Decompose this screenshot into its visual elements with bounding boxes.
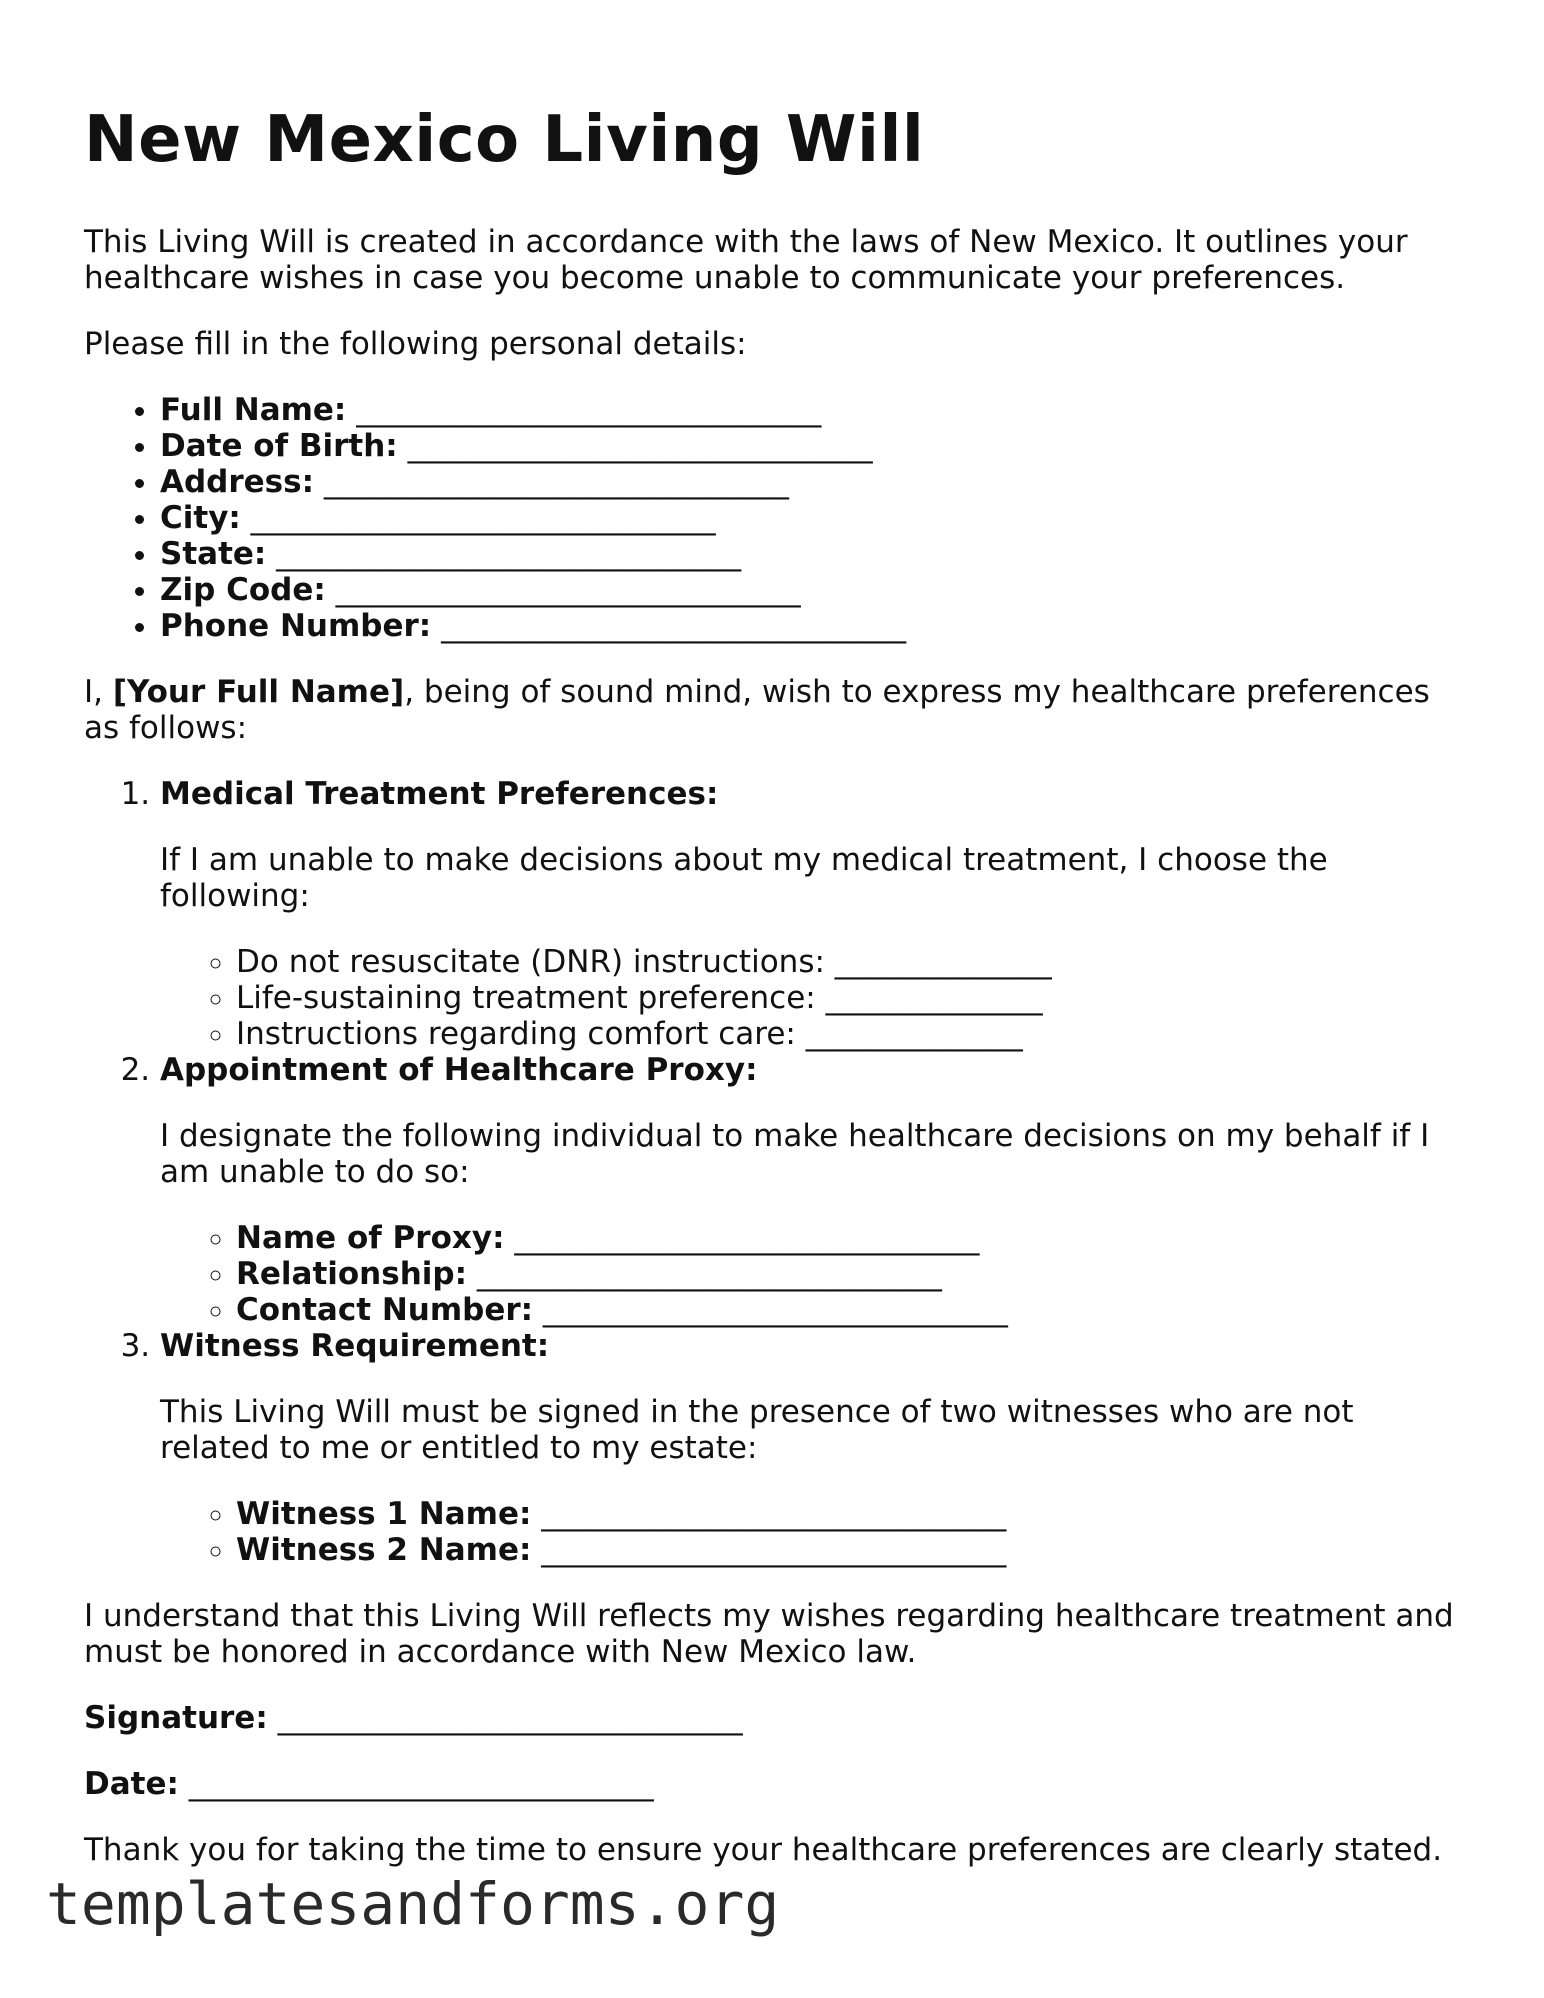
- detail-phone-number: [160, 608, 1464, 644]
- short-blank-line: ______________: [825, 980, 1043, 1016]
- section-healthcare-proxy: [160, 1052, 1464, 1328]
- item-label: Name of Proxy:: [236, 1220, 505, 1256]
- signature-line: [84, 1700, 1464, 1736]
- statement-paragraph: [84, 674, 1464, 746]
- blank-line: ______________________________: [323, 464, 789, 500]
- section-body: I designate the following individual to make healthcare decisions on my behalf if I am unable to do so:: [160, 1118, 1430, 1190]
- document-page: [84, 0, 1464, 1868]
- section-heading: Appointment of Healthcare Proxy:: [160, 1052, 758, 1088]
- section-items: [160, 1220, 1464, 1328]
- life-sustaining-item: [236, 980, 1464, 1016]
- item-label: Relationship:: [236, 1256, 467, 1292]
- section-medical-treatment: [160, 776, 1464, 1052]
- blank-line: ______________________________: [476, 1256, 942, 1292]
- closing-paragraph: I understand that this Living Will reflects my wishes regarding healthcare treatment and must be honored in accordance with New Mexico law.: [84, 1598, 1454, 1670]
- blank-line: ______________________________: [541, 1496, 1007, 1532]
- short-blank-line: ______________: [805, 1016, 1023, 1052]
- detail-label: Phone Number:: [160, 608, 432, 644]
- blank-line: ______________________________: [335, 572, 801, 608]
- detail-label: Date of Birth:: [160, 428, 398, 464]
- witness-1-item: [236, 1496, 1464, 1532]
- blank-line: ______________________________: [188, 1766, 654, 1802]
- statement-prefix: I,: [84, 674, 113, 710]
- item-label: Instructions regarding comfort care:: [236, 1016, 796, 1052]
- detail-address: [160, 464, 1464, 500]
- detail-label: Full Name:: [160, 392, 347, 428]
- detail-full-name: [160, 392, 1464, 428]
- section-heading: Medical Treatment Preferences:: [160, 776, 719, 812]
- detail-label: City:: [160, 500, 241, 536]
- blank-line: ______________________________: [407, 428, 873, 464]
- detail-label: Zip Code:: [160, 572, 326, 608]
- watermark: templatesandforms.org: [46, 1870, 780, 1938]
- relationship-item: [236, 1256, 1464, 1292]
- item-label: Do not resuscitate (DNR) instructions:: [236, 944, 825, 980]
- blank-line: ______________________________: [277, 1700, 743, 1736]
- blank-line: ______________________________: [542, 1292, 1008, 1328]
- document-title: New Mexico Living Will: [84, 103, 925, 177]
- date-label: Date:: [84, 1766, 179, 1802]
- sections-list: [84, 776, 1464, 1568]
- detail-state: [160, 536, 1464, 572]
- detail-zip-code: [160, 572, 1464, 608]
- item-label: Witness 2 Name:: [236, 1532, 532, 1568]
- date-line: [84, 1766, 1464, 1802]
- proxy-name-item: [236, 1220, 1464, 1256]
- comfort-care-item: [236, 1016, 1464, 1052]
- witness-2-item: [236, 1532, 1464, 1568]
- section-items: [160, 1496, 1464, 1568]
- section-heading: Witness Requirement:: [160, 1328, 550, 1364]
- short-blank-line: ______________: [834, 944, 1052, 980]
- section-body: This Living Will must be signed in the presence of two witnesses who are not related to me or entitled to my estate:: [160, 1394, 1354, 1466]
- blank-line: ______________________________: [276, 536, 742, 572]
- contact-number-item: [236, 1292, 1464, 1328]
- detail-label: State:: [160, 536, 267, 572]
- dnr-item: [236, 944, 1464, 980]
- item-label: Witness 1 Name:: [236, 1496, 532, 1532]
- blank-line: ______________________________: [441, 608, 907, 644]
- fill-in-prompt: Please fill in the following personal details:: [84, 326, 747, 362]
- statement-suffix: , being of sound mind, wish to express my healthcare preferences as follows:: [84, 674, 1430, 746]
- item-label: Life-sustaining treatment preference:: [236, 980, 816, 1016]
- detail-city: [160, 500, 1464, 536]
- blank-line: ______________________________: [250, 500, 716, 536]
- personal-details-list: [84, 392, 1464, 644]
- blank-line: ______________________________: [514, 1220, 980, 1256]
- intro-paragraph: This Living Will is created in accordance with the laws of New Mexico. It outlines your healthcare wishes in case you become unable to communicate your preferences.: [84, 224, 1408, 296]
- section-witness-requirement: [160, 1328, 1464, 1568]
- item-label: Contact Number:: [236, 1292, 534, 1328]
- section-body: If I am unable to make decisions about my medical treatment, I choose the following:: [160, 842, 1328, 914]
- signature-label: Signature:: [84, 1700, 268, 1736]
- thanks-paragraph: Thank you for taking the time to ensure your healthcare preferences are clearly stated.: [84, 1832, 1443, 1868]
- blank-line: ______________________________: [541, 1532, 1007, 1568]
- detail-date-of-birth: [160, 428, 1464, 464]
- detail-label: Address:: [160, 464, 314, 500]
- name-placeholder: [Your Full Name]: [112, 674, 405, 710]
- blank-line: ______________________________: [356, 392, 822, 428]
- section-items: [160, 944, 1464, 1052]
